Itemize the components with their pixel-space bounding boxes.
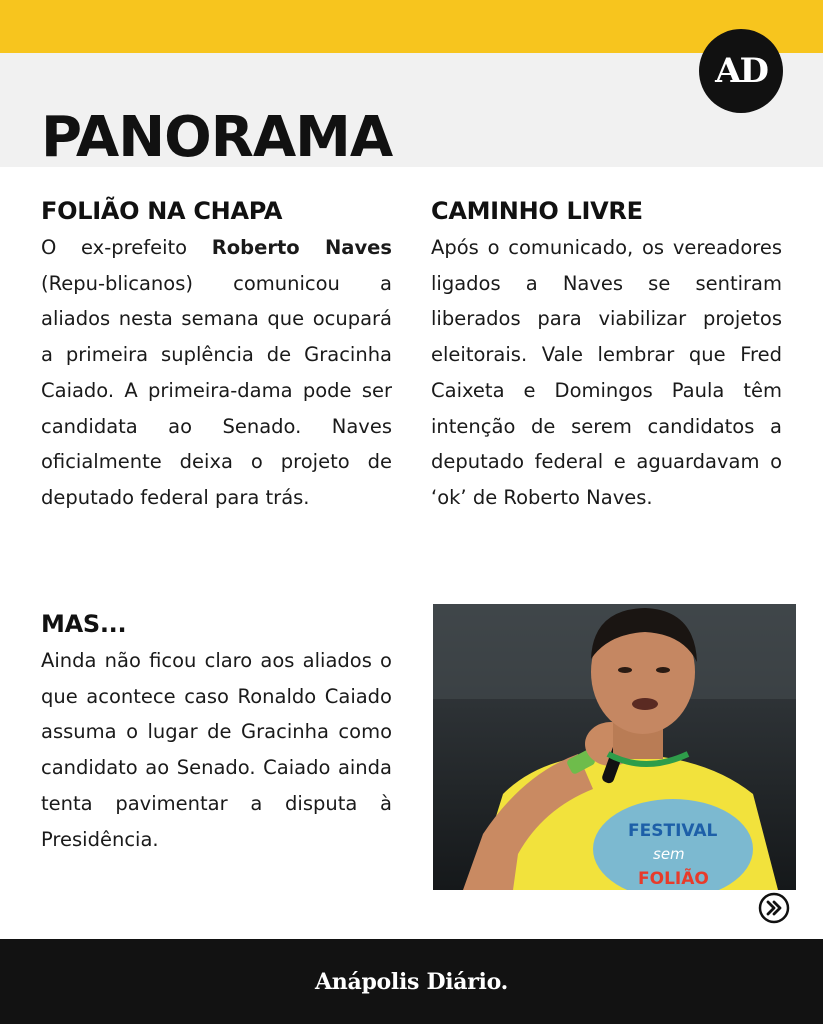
section-title-mas: MAS... [41, 610, 127, 638]
shirt-text-line1: FESTIVAL [628, 821, 718, 841]
body-text: (Repu-blicanos) comunicou a aliados nesta semana que ocupará a primeira suplência de Gracinha Caiado. A primeira-dama pode ser candidata ao Senado. Naves oficialmente deixa o projeto de deputado federal para trás. [41, 271, 392, 509]
double-chevron-right-icon[interactable] [758, 892, 790, 924]
body-text: O ex-prefeito [41, 236, 212, 259]
footer-brand: Anápolis Diário. [315, 968, 508, 995]
shirt-text-line3: FOLIÃO [638, 869, 709, 889]
photo-speaker [433, 604, 796, 890]
section-title-foliao: FOLIÃO NA CHAPA [41, 197, 283, 225]
speaker-illustration [433, 604, 796, 890]
section-body-foliao [41, 230, 392, 516]
footer-bar [0, 939, 823, 1024]
page-title: PANORAMA [41, 105, 393, 170]
logo-text: AD [715, 51, 767, 91]
section-mas [41, 609, 392, 857]
section-caminho-livre [431, 196, 782, 516]
section-title-caminho-livre: CAMINHO LIVRE [431, 197, 643, 225]
section-foliao [41, 196, 392, 516]
top-accent-bar [0, 0, 823, 53]
shirt-text-line2: sem [653, 845, 685, 863]
section-body-mas: Ainda não ficou claro aos aliados o que acontece caso Ronaldo Caiado assuma o lugar de Gracinha como candidato ao Senado. Caiado ainda tenta pavimentar a disputa à Presidência. [41, 649, 392, 851]
section-body-caminho-livre: Após o comunicado, os vereadores ligados a Naves se sentiram liberados para viabilizar projetos eleitorais. Vale lembrar que Fred Caixeta e Domingos Paula têm intenção de serem candidatos a deputado federal e aguardavam o ‘ok’ de Roberto Naves. [431, 236, 782, 509]
ad-logo [699, 29, 783, 113]
bold-name: Roberto Naves [211, 236, 392, 259]
